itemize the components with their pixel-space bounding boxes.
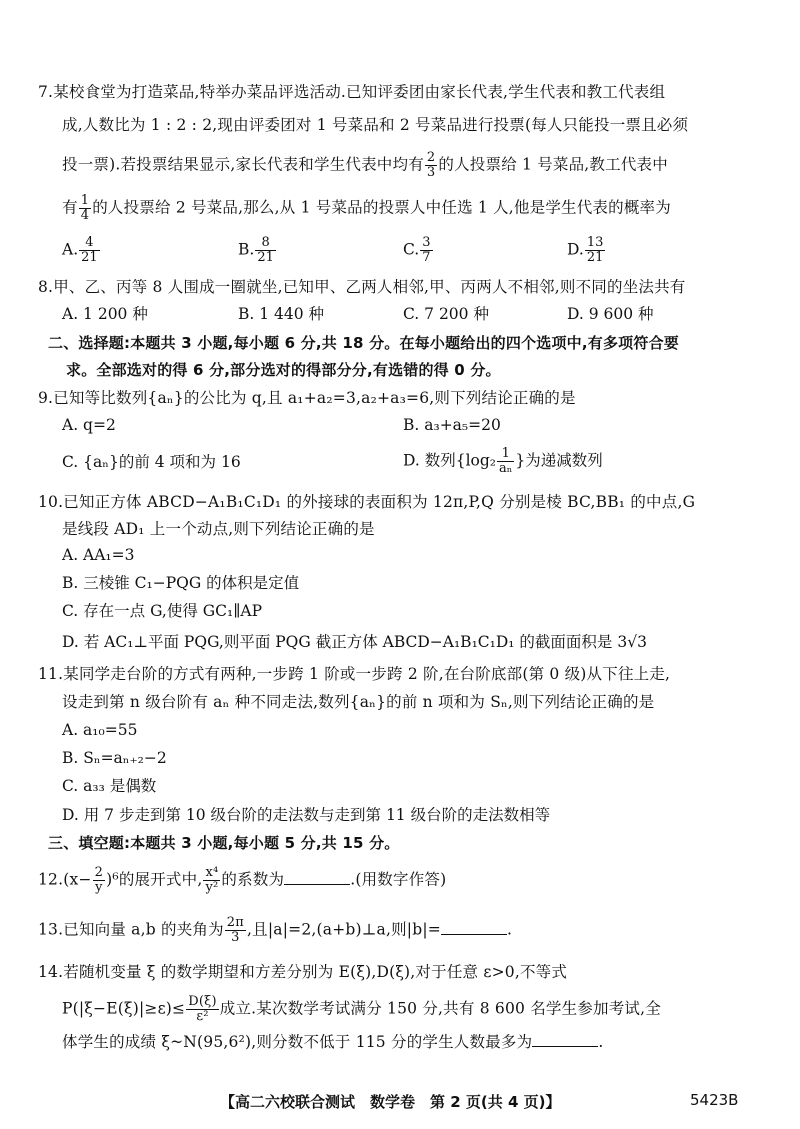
q8-option-b: B. 1 440 种 (238, 305, 325, 323)
q11-option-c: C. a₃₃ 是偶数 (62, 777, 157, 795)
section3-heading: 三、填空题:本题共 3 小题,每小题 5 分,共 15 分。 (48, 834, 400, 852)
q8-option-d: D. 9 600 种 (567, 305, 654, 323)
q8-option-c: C. 7 200 种 (403, 305, 489, 323)
q7-line1: 7.某校食堂为打造菜品,特举办菜品评选活动.已知评委团由家长代表,学生代表和教工代表组 (38, 83, 666, 101)
q13-answer-blank (441, 920, 507, 935)
q7-fraction-two-thirds: $\frac{2}{3}$ (426, 150, 436, 180)
q9-option-a: A. q=2 (62, 416, 116, 434)
q13-fraction-2pi-over-3: $\frac{2\pi}{3}$ (226, 915, 245, 945)
q7-line2: 成,人数比为 1 : 2 : 2,现由评委团对 1 号菜品和 2 号菜品进行投票(每人只能投一票且必须 (62, 116, 689, 134)
q8-line1: 8.甲、乙、丙等 8 人围成一圈就坐,已知甲、乙两人相邻,甲、丙两人不相邻,则不同的坐法共有 (38, 278, 686, 296)
q14-answer-blank (532, 1032, 598, 1047)
q7-fraction-one-quarter: $\frac{1}{4}$ (80, 193, 90, 223)
q13-line: 13.已知向量 a,b 的夹角为 $\frac{2\pi}{3}$ ,且|a|=2,(a+b)⊥a,则|b|= . (38, 915, 513, 945)
q9-option-c: C. {aₙ}的前 4 项和为 16 (62, 453, 241, 471)
q10-line1: 10.已知正方体 ABCD−A₁B₁C₁D₁ 的外接球的表面积为 12π,P,Q 分别是棱 BC,BB₁ 的中点,G (38, 493, 696, 511)
q12-fraction-2-over-y: $\frac{2}{y}$ (94, 865, 104, 895)
q7-line3-text-b: 的人投票给 1 号菜品,教工代表中 (438, 155, 668, 174)
q7-option-a: A. $\frac{4}{21}$ (62, 235, 98, 265)
q14-line2: P(|ξ−E(ξ)|≥ε)≤ $\frac{D(\xi)}{\text{ε²}}$ 成立.某次数学考试满分 150 分,共有 8 600 名学生参加考试,全 (62, 994, 661, 1024)
q11-option-b: B. Sₙ=aₙ₊₂−2 (62, 749, 167, 767)
q9-option-d: D. 数列{log₂ $\frac{1}{\text{aₙ}}$ }为递减数列 (403, 446, 603, 476)
q12-line: 12.(x− $\frac{2}{y}$ )⁶的展开式中, $\frac{\text{x⁴}}{\text{y²}}$ 的系数为 .(用数字作答) (38, 865, 447, 895)
q10-option-c: C. 存在一点 G,使得 GC₁∥AP (62, 602, 263, 620)
q9-line1: 9.已知等比数列{aₙ}的公比为 q,且 a₁+a₂=3,a₂+a₃=6,则下列结论正确的是 (38, 389, 576, 407)
q12-answer-blank (284, 870, 350, 885)
q10-line2: 是线段 AD₁ 上一个动点,则下列结论正确的是 (62, 520, 375, 538)
q9-option-b: B. a₃+a₅=20 (403, 416, 501, 434)
q11-line1: 11.某同学走台阶的方式有两种,一步跨 1 阶或一步跨 2 阶,在台阶底部(第 0 级)从下往上走, (38, 665, 671, 683)
section2-heading-line2: 求。全部选对的得 6 分,部分选对的得部分分,有选错的得 0 分。 (66, 361, 501, 379)
q10-option-a: A. AA₁=3 (62, 546, 135, 564)
q11-option-a: A. a₁₀=55 (62, 721, 138, 739)
q14-line3: 体学生的成绩 ξ~N(95,6²),则分数不低于 115 分的学生人数最多为 . (62, 1033, 604, 1051)
q7-option-b: B. $\frac{8}{21}$ (238, 235, 274, 265)
q7-line3-text-a: 投一票).若投票结果显示,家长代表和学生代表中均有 (62, 155, 424, 174)
q7-line3 (62, 151, 668, 180)
q14-fraction-variance: $\frac{D(\xi)}{\text{ε²}}$ (188, 994, 217, 1024)
page-code: 5423B (690, 1091, 739, 1109)
q12-fraction-x4-over-y2: $\frac{\text{x⁴}}{\text{y²}}$ (205, 865, 219, 895)
q7-option-d: D. $\frac{13}{21}$ (567, 235, 604, 265)
page-footer: 【高二六校联合测试 数学卷 第 2 页(共 4 页)】 (220, 1093, 561, 1111)
q10-option-b: B. 三棱锥 C₁−PQG 的体积是定值 (62, 574, 300, 592)
q9-option-d-fraction: $\frac{1}{\text{aₙ}}$ (499, 446, 513, 476)
q7-line4: 有 $\frac{1}{4}$ 的人投票给 2 号菜品,那么,从 1 号菜品的投票人中任选 1 人,他是学生代表的概率为 (62, 193, 671, 223)
q8-option-a: A. 1 200 种 (62, 305, 148, 323)
q14-line1: 14.若随机变量 ξ 的数学期望和方差分别为 E(ξ),D(ξ),对于任意 ε>0,不等式 (38, 963, 568, 981)
q7-option-c: C. $\frac{3}{7}$ (403, 235, 431, 265)
q10-option-d: D. 若 AC₁⊥平面 PQG,则平面 PQG 截正方体 ABCD−A₁B₁C₁D₁ 的截面面积是 3√3 (62, 633, 647, 651)
q11-option-d: D. 用 7 步走到第 10 级台阶的走法数与走到第 11 级台阶的走法数相等 (62, 806, 551, 824)
section2-heading-line1: 二、选择题:本题共 3 小题,每小题 6 分,共 18 分。在每小题给出的四个选项中,有多项符合要 (48, 334, 679, 352)
q11-line2: 设走到第 n 级台阶有 aₙ 种不同走法,数列{aₙ}的前 n 项和为 Sₙ,则下列结论正确的是 (62, 693, 655, 711)
